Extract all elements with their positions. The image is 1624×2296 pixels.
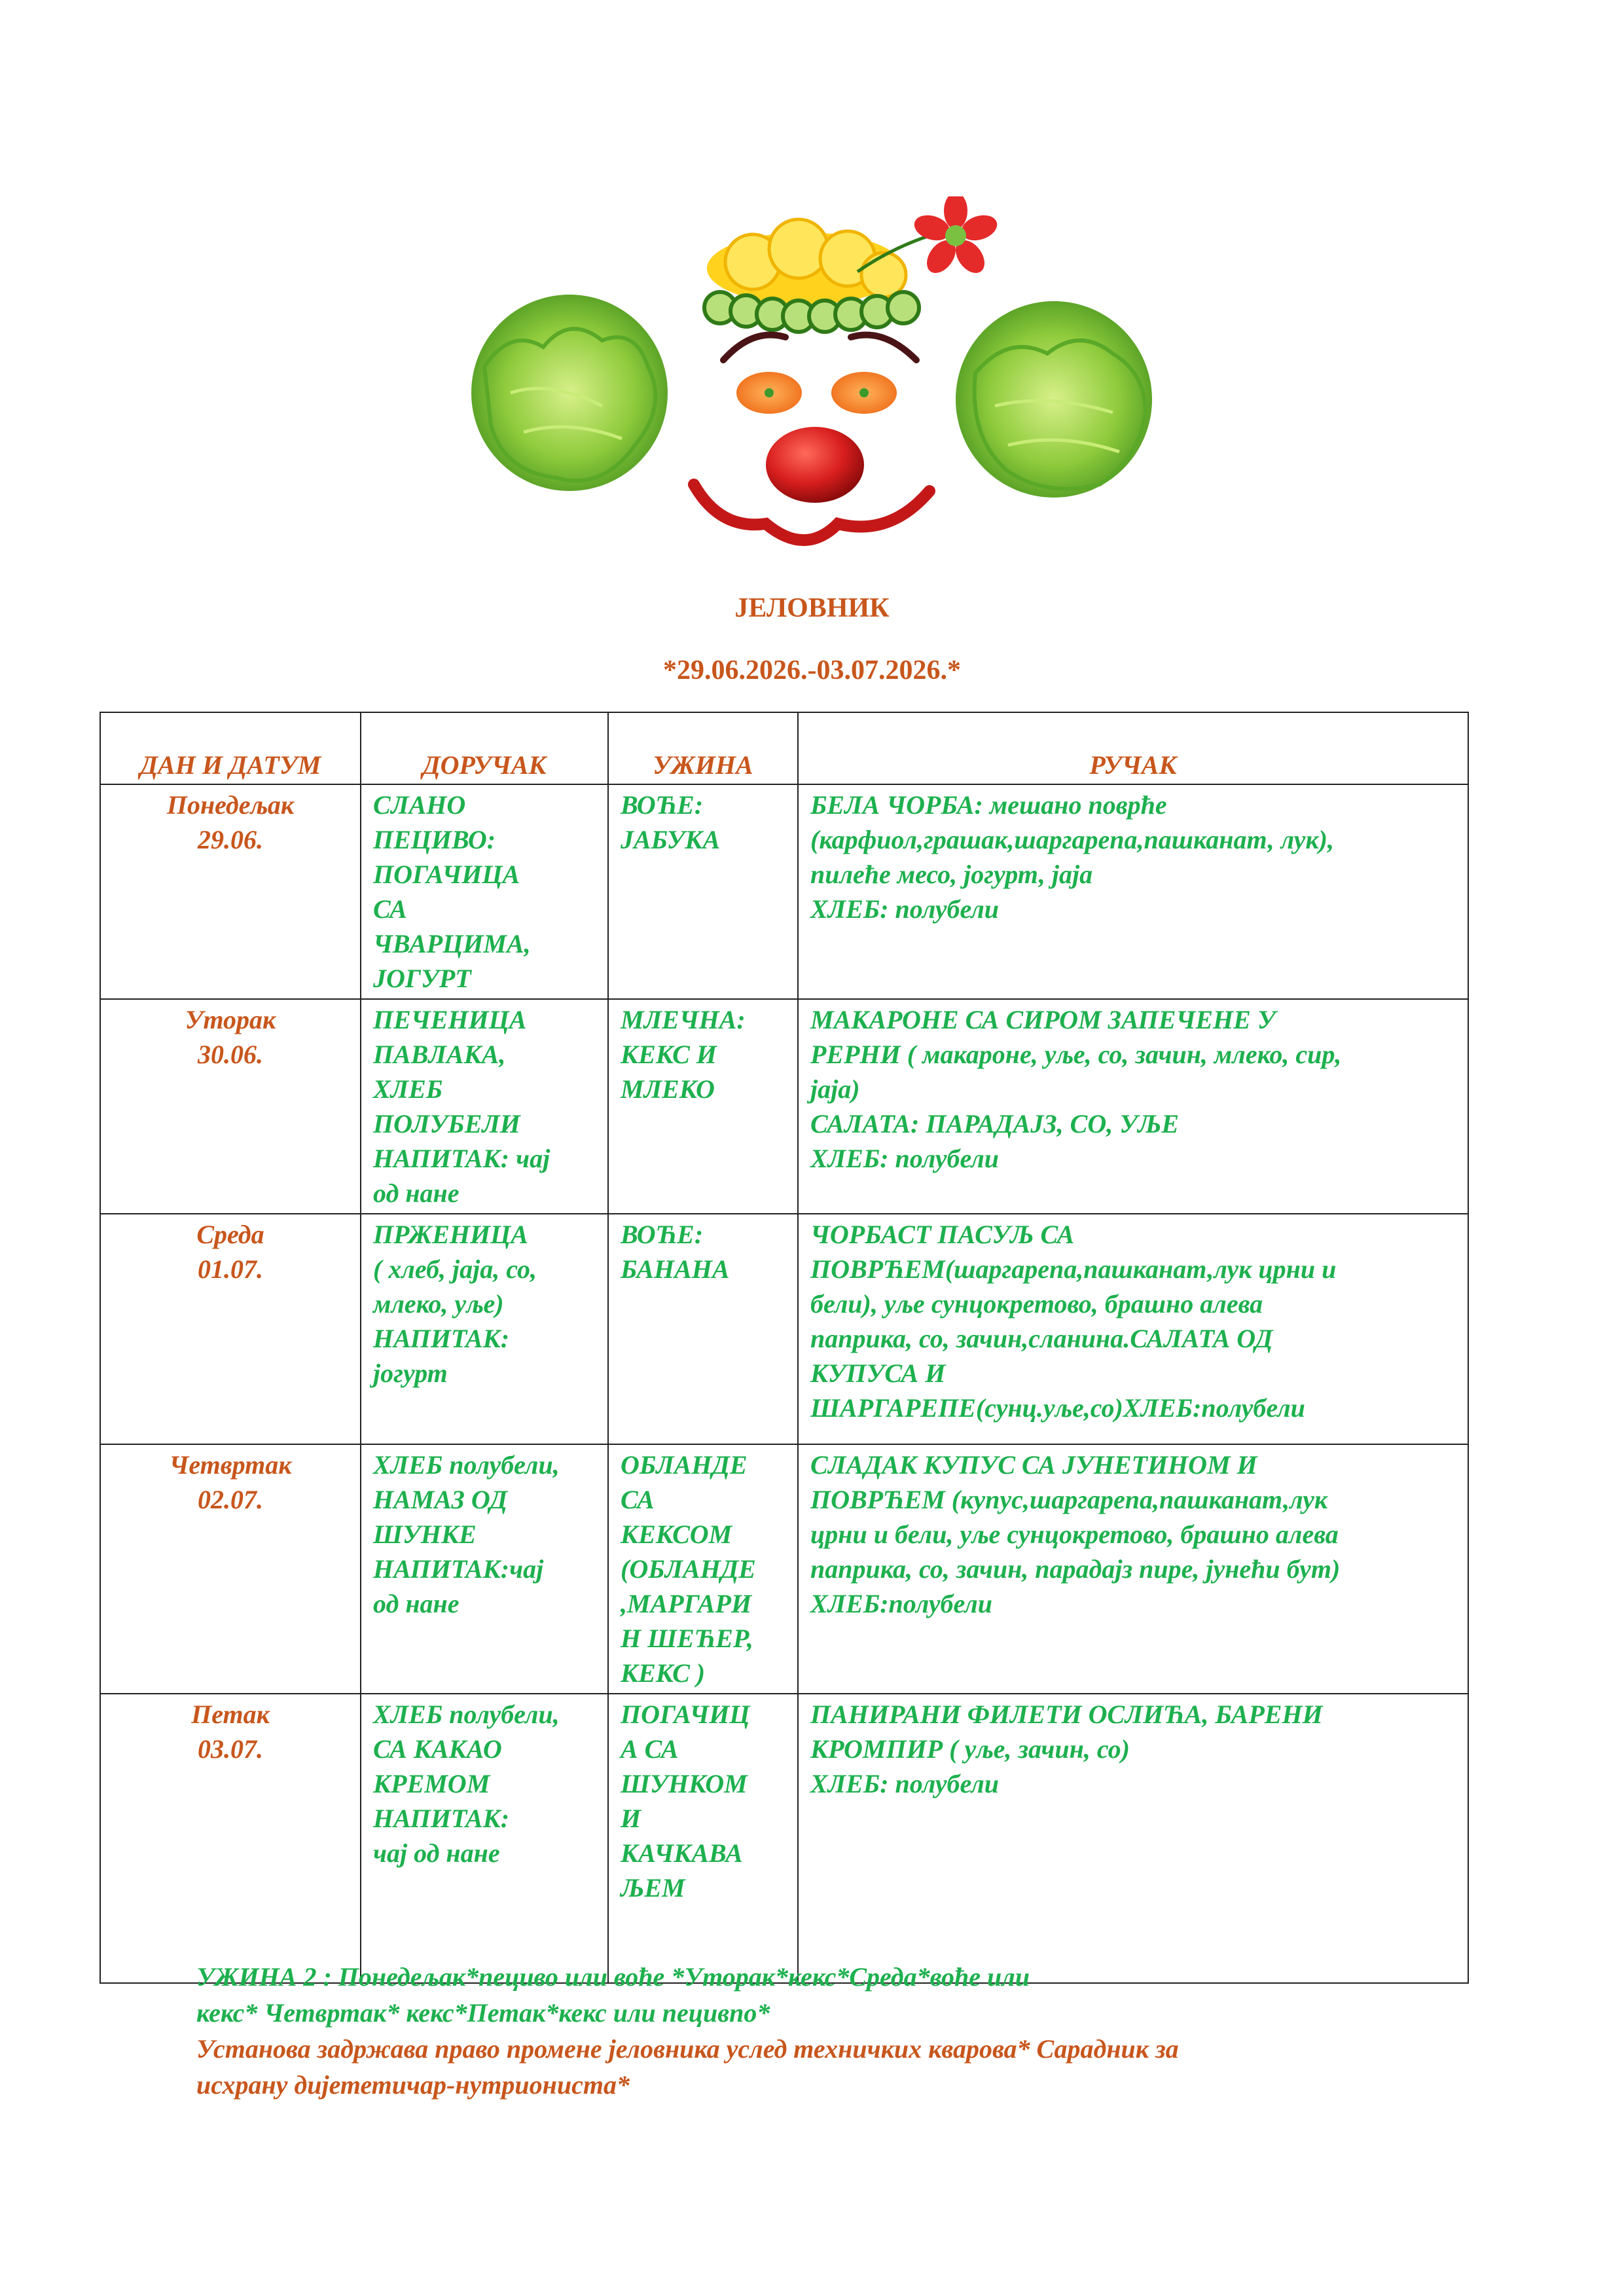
cell-text-line: ХЛЕБ bbox=[373, 1074, 443, 1104]
cell-text-line: КУПУСА И bbox=[810, 1358, 946, 1388]
cell-text-line: ХЛЕБ: полубели bbox=[810, 894, 1000, 924]
cell-text-line: црни и бели, уље сунцокретово, брашно алева bbox=[810, 1520, 1339, 1549]
day-date: 02.07. bbox=[198, 1485, 263, 1514]
day-date: 30.06. bbox=[198, 1040, 263, 1069]
cell-text-line: од нане bbox=[373, 1178, 460, 1208]
cell-text-line: НАПИТАК: bbox=[373, 1804, 510, 1833]
cell-text-line: А СА bbox=[621, 1734, 679, 1764]
cell-text-line: ЈАБУКА bbox=[621, 825, 721, 854]
disclaimer-line-1: Установа задржава право промене јеловника услед техничких кварова* Сарадник за bbox=[196, 2034, 1179, 2064]
breakfast-cell bbox=[361, 784, 608, 999]
day-cell bbox=[100, 1694, 361, 1983]
cell-text-line: ЉЕМ bbox=[621, 1873, 685, 1903]
snack2-line-2: кекс* Четвртак* кекс*Петак*кекс или пецивпо* bbox=[196, 1998, 770, 2028]
snack-cell bbox=[608, 1214, 798, 1444]
day-cell bbox=[100, 999, 361, 1214]
cell-text-line: НАМАЗ ОД bbox=[373, 1485, 508, 1514]
cell-text-line: МЛЕКО bbox=[621, 1074, 715, 1104]
cell-text-line: СА bbox=[621, 1485, 655, 1514]
cell-text-line: ХЛЕБ полубели, bbox=[373, 1450, 560, 1480]
cell-text-line: ПОВРЋЕМ(шаргарепа,пашканат,лук црни и bbox=[810, 1254, 1337, 1284]
cell-text-line: КЕКСОМ bbox=[621, 1520, 732, 1549]
cell-text-line: ЧВАРЦИМА, bbox=[373, 929, 531, 958]
table-row bbox=[100, 999, 1468, 1214]
lunch-cell bbox=[798, 1214, 1468, 1444]
cell-text-line: чај од нане bbox=[373, 1838, 500, 1868]
cell-text-line: ОБЛАНДЕ bbox=[621, 1450, 748, 1480]
cell-text-line: јогурт bbox=[373, 1358, 448, 1388]
cell-text-line: БЕЛА ЧОРБА: мешано поврће bbox=[810, 790, 1167, 820]
day-cell bbox=[100, 1444, 361, 1694]
day-name: Понедељак bbox=[166, 790, 295, 820]
cell-text-line: ПАВЛАКА, bbox=[373, 1040, 506, 1069]
column-header-breakfast: ДОРУЧАК bbox=[361, 712, 608, 784]
cell-text-line: ПАНИРАНИ ФИЛЕТИ ОСЛИЋА, БАРЕНИ bbox=[810, 1700, 1323, 1729]
cell-text-line: ХЛЕБ: полубели bbox=[810, 1144, 1000, 1173]
cell-text-line: млеко, уље) bbox=[373, 1289, 504, 1319]
cell-text-line: (ОБЛАНДЕ bbox=[621, 1554, 756, 1584]
cell-text-line: ПОВРЋЕМ (купус,шаргарепа,пашканат,лук bbox=[810, 1485, 1328, 1514]
breakfast-cell bbox=[361, 999, 608, 1214]
cell-text-line: јаја) bbox=[810, 1074, 860, 1104]
breakfast-cell bbox=[361, 1444, 608, 1694]
cell-text-line: (карфиол,грашак,шаргарепа,пашканат, лук), bbox=[810, 825, 1334, 854]
cell-text-line: КЕКС ) bbox=[621, 1658, 706, 1688]
day-name: Среда bbox=[196, 1220, 264, 1249]
cell-text-line: СА bbox=[373, 894, 407, 924]
cell-text-line: ШУНКЕ bbox=[373, 1520, 477, 1549]
lunch-cell bbox=[798, 784, 1468, 999]
cell-text-line: ВОЋЕ: bbox=[621, 1220, 704, 1249]
cell-text-line: И bbox=[621, 1804, 641, 1833]
cell-text-line: ПОГАЧИЦА bbox=[373, 860, 520, 889]
day-name: Петак bbox=[191, 1700, 270, 1729]
cell-text-line: ХЛЕБ:полубели bbox=[810, 1589, 993, 1618]
cell-text-line: МЛЕЧНА: bbox=[621, 1005, 746, 1034]
day-cell bbox=[100, 1214, 361, 1444]
column-header-lunch: РУЧАК bbox=[798, 712, 1468, 784]
cell-text-line: ПРЖЕНИЦА bbox=[373, 1220, 528, 1249]
cell-text-line: ХЛЕБ полубели, bbox=[373, 1700, 560, 1729]
snack2-line-1: УЖИНА 2 : Понедељак*пециво или воће *Уторак*кекс*Среда*воће или bbox=[196, 1962, 1030, 1992]
cell-text-line: НАПИТАК: чај bbox=[373, 1144, 550, 1173]
cell-text-line: НАПИТАК: bbox=[373, 1324, 510, 1353]
snack-cell bbox=[608, 1694, 798, 1983]
menu-table bbox=[99, 712, 1469, 1984]
cell-text-line: ЧОРБАСТ ПАСУЉ СА bbox=[810, 1220, 1075, 1249]
snack-cell bbox=[608, 999, 798, 1214]
table-row bbox=[100, 1444, 1468, 1694]
disclaimer-note bbox=[196, 2031, 1506, 2103]
cell-text-line: СЛАНО bbox=[373, 790, 466, 820]
cell-text-line: НАПИТАК:чај bbox=[373, 1554, 544, 1584]
cell-text-line: САЛАТА: ПАРАДАЈЗ, СО, УЉЕ bbox=[810, 1109, 1180, 1139]
cell-text-line: БАНАНА bbox=[621, 1254, 730, 1284]
cell-text-line: СЛАДАК КУПУС СА ЈУНЕТИНОМ И bbox=[810, 1450, 1257, 1480]
table-row bbox=[100, 784, 1468, 999]
lettuce-right bbox=[956, 301, 1152, 498]
column-header-snack: УЖИНА bbox=[608, 712, 798, 784]
table-row bbox=[100, 1214, 1468, 1444]
eyebrow-left bbox=[723, 335, 785, 360]
cell-text-line: паприка, со, зачин, парадајз пире, јунећи бут) bbox=[810, 1554, 1341, 1584]
day-cell bbox=[100, 784, 361, 999]
eyebrow-right bbox=[851, 335, 916, 360]
menu-date-range: *29.06.2026.-03.07.2026.* bbox=[663, 655, 961, 685]
menu-title: ЈЕЛОВНИК bbox=[734, 593, 890, 623]
cell-text-line: МАКАРОНЕ СА СИРОМ ЗАПЕЧЕНЕ У bbox=[810, 1005, 1276, 1034]
day-date: 03.07. bbox=[198, 1734, 263, 1764]
cell-text-line: пилеће месо, јогурт, јаја bbox=[810, 860, 1093, 889]
cell-text-line: ВОЋЕ: bbox=[621, 790, 704, 820]
cell-text-line: ХЛЕБ: полубели bbox=[810, 1769, 1000, 1798]
cell-text-line: паприка, со, зачин,сланина.САЛАТА ОД bbox=[810, 1324, 1273, 1353]
cell-text-line: РЕРНИ ( макароне, уље, со, зачин, млеко, сир, bbox=[810, 1040, 1342, 1069]
cell-text-line: ЈОГУРТ bbox=[373, 964, 471, 993]
cell-text-line: ПОЛУБЕЛИ bbox=[373, 1109, 520, 1139]
snack2-note bbox=[196, 1959, 1506, 2031]
cell-text-line: ШУНКОМ bbox=[621, 1769, 748, 1798]
snack-cell bbox=[608, 1444, 798, 1694]
lettuce-left bbox=[471, 295, 668, 491]
day-name: Четвртак bbox=[169, 1450, 292, 1480]
cell-text-line: од нане bbox=[373, 1589, 460, 1618]
cell-text-line: ШАРГАРЕПЕ(сунц.уље,со)ХЛЕБ:полубели bbox=[810, 1393, 1305, 1423]
cell-text-line: ПОГАЧИЦ bbox=[621, 1700, 750, 1729]
day-date: 29.06. bbox=[198, 825, 263, 854]
table-row bbox=[100, 1694, 1468, 1983]
table-header-row bbox=[100, 712, 1468, 784]
lemon-hat bbox=[707, 219, 906, 304]
cell-text-line: КЕКС И bbox=[621, 1040, 717, 1069]
day-date: 01.07. bbox=[198, 1254, 263, 1284]
clown-vegetable-illustration bbox=[471, 196, 1152, 563]
cell-text-line: Н ШЕЋЕР, bbox=[621, 1624, 753, 1653]
tomato-nose bbox=[766, 427, 864, 503]
breakfast-cell bbox=[361, 1694, 608, 1983]
cell-text-line: ПЕЦИВО: bbox=[373, 825, 496, 854]
snack-cell bbox=[608, 784, 798, 999]
cell-text-line: бели), уље сунцокретово, брашно алева bbox=[810, 1289, 1263, 1319]
carrot-eye-left bbox=[736, 372, 802, 414]
cell-text-line: СА КАКАО bbox=[373, 1734, 502, 1764]
cell-text-line: ПЕЧЕНИЦА bbox=[373, 1005, 527, 1034]
carrot-eye-right bbox=[831, 372, 897, 414]
cell-text-line: КАЧКАВА bbox=[621, 1838, 743, 1868]
cell-text-line: ( хлеб, јаја, со, bbox=[373, 1254, 537, 1284]
disclaimer-line-2: исхрану дијететичар-нутриониста* bbox=[196, 2070, 630, 2100]
cell-text-line: КРЕМОМ bbox=[373, 1769, 490, 1798]
breakfast-cell bbox=[361, 1214, 608, 1444]
column-header-day: ДАН И ДАТУМ bbox=[100, 712, 361, 784]
cell-text-line: ,МАРГАРИ bbox=[621, 1589, 752, 1618]
lunch-cell bbox=[798, 1444, 1468, 1694]
lunch-cell bbox=[798, 1694, 1468, 1983]
cell-text-line: КРОМПИР ( уље, зачин, со) bbox=[810, 1734, 1130, 1764]
day-name: Уторак bbox=[185, 1005, 276, 1034]
lunch-cell bbox=[798, 999, 1468, 1214]
